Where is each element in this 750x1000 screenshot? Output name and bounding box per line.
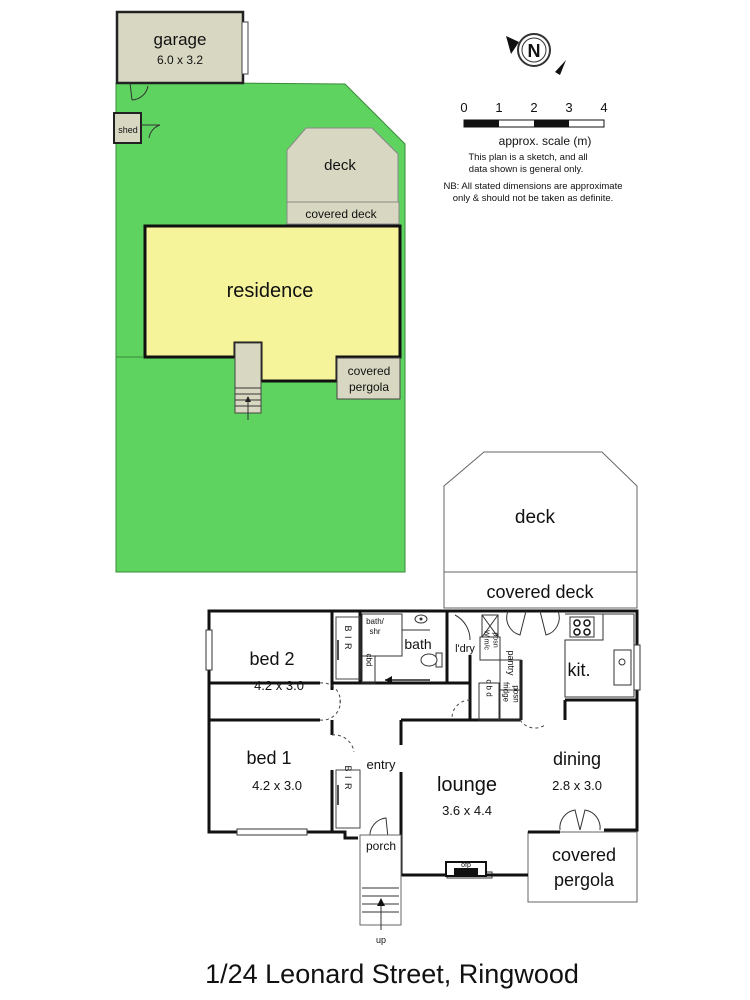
laundry (455, 615, 500, 660)
note-line-1: This plan is a sketch, and all (468, 152, 588, 163)
scale-tick-0: 0 (460, 100, 468, 115)
legend (443, 34, 622, 204)
note-line-4: only & should not be taken as definite. (452, 193, 614, 204)
kit-label: kit. (567, 660, 591, 680)
bed2-dims: 4.2 x 3.0 (254, 678, 304, 693)
bed1-dims: 4.2 x 3.0 (252, 778, 302, 793)
bath-shr-label-1: bath/ (366, 617, 384, 626)
dining-label: dining (552, 749, 602, 769)
pergola-label-1: covered (551, 845, 617, 865)
pantry-label: pantry (506, 650, 516, 676)
fridge-label-2: posn (511, 685, 521, 703)
bath-label: bath (404, 636, 432, 652)
compass-letter: N (527, 41, 541, 61)
scale-label: approx. scale (m) (498, 134, 592, 148)
compass-icon (506, 34, 566, 75)
bed1-label: bed 1 (246, 748, 292, 768)
deck-doors (507, 611, 560, 635)
scale-tick-4: 4 (600, 100, 608, 115)
porch-label: porch (365, 839, 397, 853)
address-title: 1/24 Leonard Street, Ringwood (205, 959, 579, 989)
deck-label: deck (514, 507, 556, 528)
garage-label: garage (153, 30, 207, 49)
porch (360, 835, 401, 945)
residence-label: residence (226, 280, 314, 302)
site-deck-label: deck (324, 157, 356, 174)
entry-label: entry (366, 757, 396, 772)
site-pergola-label-1: covered (347, 364, 391, 378)
note-line-2: data shown is general only. (468, 164, 584, 175)
site-pergola-label-2: pergola (348, 380, 390, 394)
cbd-label: cbd (364, 653, 374, 667)
ofp-label: ofp (461, 862, 471, 869)
wm-label-1: W m/c (482, 630, 490, 650)
shed-label: shed (118, 125, 138, 135)
note-line-3: NB: All stated dimensions are approximate (443, 181, 623, 192)
up-label: up (375, 935, 387, 945)
site-plan (114, 12, 405, 572)
dining-dims: 2.8 x 3.0 (552, 778, 602, 793)
wm-label-2: posn (491, 632, 499, 648)
site-deck (287, 128, 399, 224)
pergola-doors (560, 810, 600, 830)
pergola-label-2: pergola (553, 870, 615, 890)
scale-tick-1: 1 (495, 100, 503, 115)
site-covered-deck-label: covered deck (305, 207, 377, 221)
bed2-label: bed 2 (249, 649, 295, 669)
ldry-label: l'dry (455, 643, 475, 655)
covered-pergola (528, 832, 637, 902)
lounge-dims: 3.6 x 4.4 (442, 803, 492, 818)
fridge-label-1: fridge (501, 681, 511, 703)
pantry-area (479, 650, 521, 720)
covered-deck-label: covered deck (486, 582, 594, 602)
bath-shr-label-2: shr (369, 627, 381, 636)
kitchen (565, 614, 634, 697)
lounge-label: lounge (436, 774, 498, 796)
bir-bed2-label: B I R (343, 625, 353, 651)
c-b-d-label: c b d (484, 679, 494, 697)
garage-dims: 6.0 x 3.2 (156, 53, 204, 67)
bir-bed1-label: B I R (343, 765, 353, 791)
scale-tick-3: 3 (565, 100, 573, 115)
scale-tick-2: 2 (530, 100, 538, 115)
bathroom (362, 614, 442, 684)
scale-bar (460, 100, 607, 148)
